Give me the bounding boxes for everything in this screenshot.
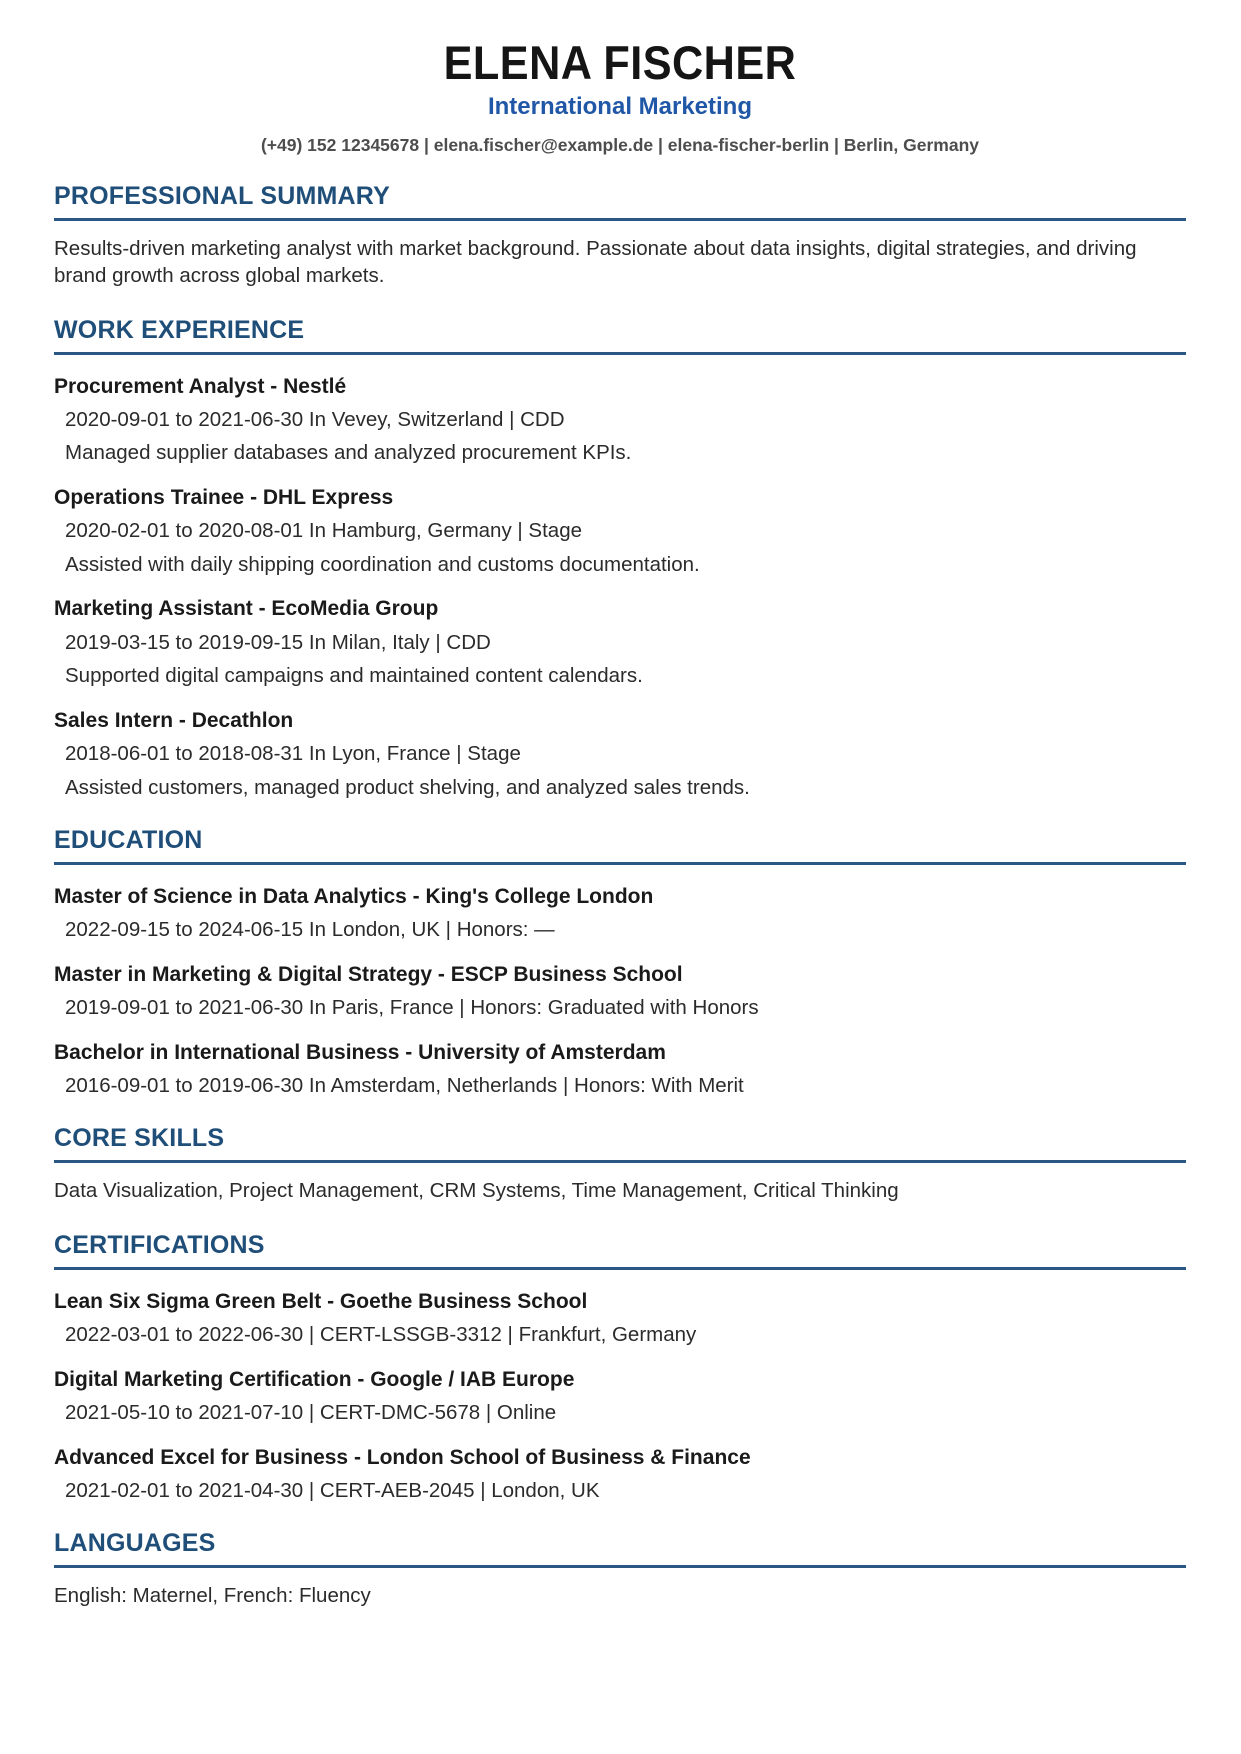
degree-meta: 2022-09-15 to 2024-06-15 In London, UK | Honors: — — [65, 918, 555, 942]
job-description: Assisted customers, managed product shelving, and analyzed sales trends. — [65, 775, 750, 799]
certification-entry — [54, 1445, 1186, 1504]
section-work-experience — [54, 316, 1186, 801]
job-description: Managed supplier databases and analyzed procurement KPIs. — [65, 441, 632, 465]
experience-entry — [54, 374, 1186, 466]
degree-title: Bachelor in International Business - University of Amsterdam — [54, 1040, 666, 1064]
degree-meta: 2019-09-01 to 2021-06-30 In Paris, France | Honors: Graduated with Honors — [65, 996, 759, 1020]
certification-entry — [54, 1289, 1186, 1348]
certification-meta: 2022-03-01 to 2022-06-30 | CERT-LSSGB-3312 | Frankfurt, Germany — [65, 1323, 697, 1347]
certification-title: Lean Six Sigma Green Belt - Goethe Business School — [54, 1290, 588, 1314]
section-rule — [54, 1565, 1186, 1568]
experience-entry — [54, 485, 1186, 577]
section-heading-languages: LANGUAGES — [54, 1529, 216, 1558]
job-title: Operations Trainee - DHL Express — [54, 486, 394, 509]
candidate-title: International Marketing — [487, 93, 753, 121]
contact-line: (+49) 152 12345678 | elena.fischer@example.de | elena-fischer-berlin | Berlin, Germany — [260, 135, 979, 156]
job-meta: 2020-02-01 to 2020-08-01 In Hamburg, Germany | Stage — [65, 519, 582, 543]
section-rule — [54, 218, 1186, 221]
section-certifications — [54, 1231, 1186, 1503]
certification-entry — [54, 1367, 1186, 1426]
certification-title: Advanced Excel for Business - London School of Business & Finance — [54, 1445, 751, 1469]
section-rule — [54, 352, 1186, 355]
job-meta: 2020-09-01 to 2021-06-30 In Vevey, Switzerland | CDD — [65, 407, 565, 431]
education-entry — [54, 884, 1186, 943]
section-languages — [54, 1529, 1186, 1610]
section-rule — [54, 862, 1186, 865]
skills-text: Data Visualization, Project Management, CRM Systems, Time Management, Critical Thinking — [54, 1179, 899, 1203]
section-heading-experience: WORK EXPERIENCE — [54, 315, 305, 344]
summary-text: Results-driven marketing analyst with market background. Passionate about data insights, digital strategies, and driving brand growth across global markets. — [54, 237, 1137, 287]
job-meta: 2019-03-15 to 2019-09-15 In Milan, Italy | CDD — [65, 630, 491, 654]
section-education — [54, 826, 1186, 1098]
section-heading-summary: PROFESSIONAL SUMMARY — [54, 182, 390, 211]
section-heading-skills: CORE SKILLS — [54, 1124, 225, 1153]
job-meta: 2018-06-01 to 2018-08-31 In Lyon, France | Stage — [65, 741, 521, 765]
degree-meta: 2016-09-01 to 2019-06-30 In Amsterdam, Netherlands | Honors: With Merit — [65, 1073, 744, 1097]
section-rule — [54, 1267, 1186, 1270]
job-title: Procurement Analyst - Nestlé — [54, 374, 347, 398]
job-title: Marketing Assistant - EcoMedia Group — [54, 597, 439, 621]
languages-text: English: Maternel, French: Fluency — [54, 1584, 371, 1608]
candidate-name: ELENA FISCHER — [443, 36, 797, 89]
section-rule — [54, 1160, 1186, 1163]
degree-title: Master in Marketing & Digital Strategy - ESCP Business School — [54, 962, 683, 986]
experience-entry — [54, 596, 1186, 688]
section-heading-certifications: CERTIFICATIONS — [54, 1231, 265, 1260]
education-entry — [54, 1040, 1186, 1099]
job-description: Supported digital campaigns and maintained content calendars. — [65, 664, 643, 688]
certification-title: Digital Marketing Certification - Google / IAB Europe — [54, 1367, 575, 1391]
education-entry — [54, 962, 1186, 1021]
section-core-skills — [54, 1124, 1186, 1205]
certification-meta: 2021-05-10 to 2021-07-10 | CERT-DMC-5678 | Online — [65, 1401, 557, 1425]
section-professional-summary — [54, 182, 1186, 289]
section-heading-education: EDUCATION — [54, 826, 203, 855]
degree-title: Master of Science in Data Analytics - King's College London — [54, 885, 654, 909]
job-title: Sales Intern - Decathlon — [54, 708, 294, 732]
job-description: Assisted with daily shipping coordination and customs documentation. — [65, 552, 700, 576]
experience-entry — [54, 708, 1186, 800]
certification-meta: 2021-02-01 to 2021-04-30 | CERT-AEB-2045 | London, UK — [65, 1478, 600, 1502]
